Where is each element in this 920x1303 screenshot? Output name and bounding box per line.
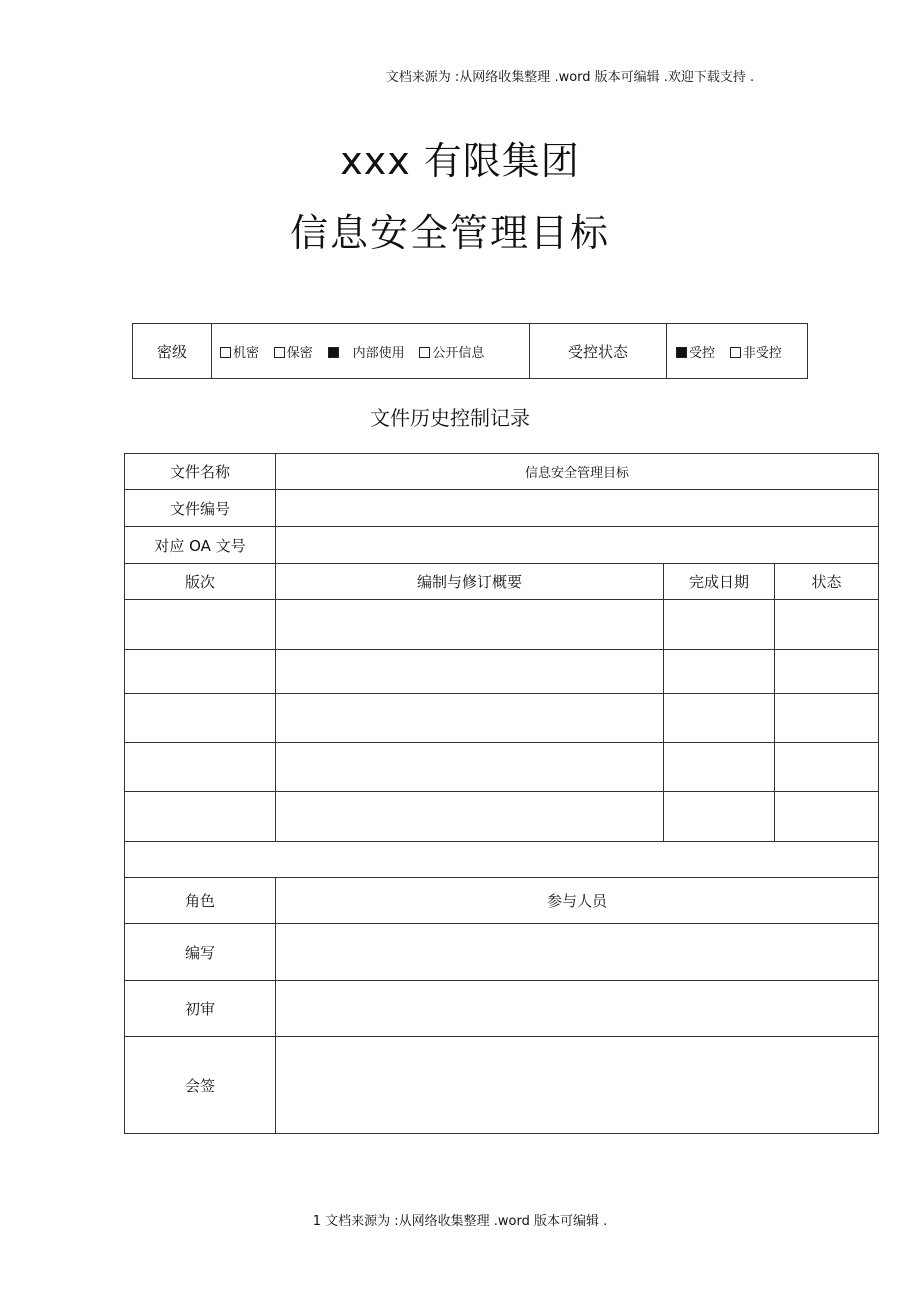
table-row [125, 600, 879, 650]
cell-status[interactable] [775, 743, 879, 792]
cell-summary[interactable] [276, 743, 664, 792]
cell-date[interactable] [664, 694, 775, 743]
checkbox-icon[interactable] [220, 347, 231, 358]
file-number-value[interactable] [276, 490, 879, 527]
cell-summary[interactable] [276, 650, 664, 694]
history-section-title: 文件历史控制记录 [370, 406, 530, 430]
role-initial-review: 初审 [125, 981, 276, 1037]
option-controlled[interactable] [676, 346, 715, 361]
option-secret[interactable] [220, 346, 259, 361]
control-status-options [667, 324, 808, 379]
role-row [125, 924, 879, 981]
option-internal[interactable] [328, 346, 405, 361]
role-countersign: 会签 [125, 1037, 276, 1134]
checkbox-checked-icon[interactable] [328, 347, 339, 358]
cell-status[interactable] [775, 650, 879, 694]
oa-number-value[interactable] [276, 527, 879, 564]
file-name-label: 文件名称 [125, 454, 276, 490]
cell-summary[interactable] [276, 792, 664, 842]
cell-version[interactable] [125, 600, 276, 650]
participants-author[interactable] [276, 924, 879, 981]
option-confidential[interactable] [274, 346, 313, 361]
table-row [125, 694, 879, 743]
file-name-value[interactable]: 信息安全管理目标 [276, 454, 879, 490]
option-public[interactable] [419, 346, 484, 361]
file-number-label: 文件编号 [125, 490, 276, 527]
footer-note: 1 文档来源为 :从网络收集整理 .word 版本可编辑 . [312, 1214, 608, 1229]
participants-countersign[interactable] [276, 1037, 879, 1134]
security-level-label: 密级 [133, 324, 212, 379]
cell-status[interactable] [775, 792, 879, 842]
role-row [125, 981, 879, 1037]
option-label: 保密 [286, 345, 313, 361]
cell-status[interactable] [775, 694, 879, 743]
checkbox-icon[interactable] [419, 347, 430, 358]
option-label: 内部使用 [352, 345, 405, 361]
role-row [125, 1037, 879, 1134]
option-label: 公开信息 [432, 345, 485, 361]
cell-version[interactable] [125, 792, 276, 842]
column-header-date: 完成日期 [664, 564, 775, 600]
company-title: xxx 有限集团 [340, 139, 580, 183]
cell-summary[interactable] [276, 600, 664, 650]
column-header-status: 状态 [775, 564, 879, 600]
cell-version[interactable] [125, 694, 276, 743]
cell-version[interactable] [125, 743, 276, 792]
role-header: 角色 [125, 878, 276, 924]
spacer-cell [125, 842, 879, 878]
option-label: 受控 [689, 345, 716, 361]
oa-number-label: 对应 OA 文号 [125, 527, 276, 564]
role-author: 编写 [125, 924, 276, 981]
table-row [125, 792, 879, 842]
checkbox-checked-icon[interactable] [676, 347, 687, 358]
security-table [132, 323, 808, 379]
option-uncontrolled[interactable] [730, 346, 782, 361]
participants-initial-review[interactable] [276, 981, 879, 1037]
checkbox-icon[interactable] [274, 347, 285, 358]
spacer-row [125, 842, 879, 878]
table-row [125, 650, 879, 694]
cell-status[interactable] [775, 600, 879, 650]
option-label: 机密 [233, 345, 260, 361]
history-table [124, 453, 879, 1134]
column-header-summary: 编制与修订概要 [276, 564, 664, 600]
document-title: 信息安全管理目标 [289, 211, 610, 255]
cell-date[interactable] [664, 650, 775, 694]
column-header-version: 版次 [125, 564, 276, 600]
option-label: 非受控 [742, 345, 782, 361]
cell-date[interactable] [664, 743, 775, 792]
table-row [125, 743, 879, 792]
control-status-label: 受控状态 [530, 324, 667, 379]
cell-date[interactable] [664, 600, 775, 650]
participants-header: 参与人员 [276, 878, 879, 924]
cell-date[interactable] [664, 792, 775, 842]
security-level-options [212, 324, 530, 379]
cell-version[interactable] [125, 650, 276, 694]
header-note: 文档来源为 :从网络收集整理 .word 版本可编辑 .欢迎下载支持 . [385, 70, 755, 85]
checkbox-icon[interactable] [730, 347, 741, 358]
cell-summary[interactable] [276, 694, 664, 743]
